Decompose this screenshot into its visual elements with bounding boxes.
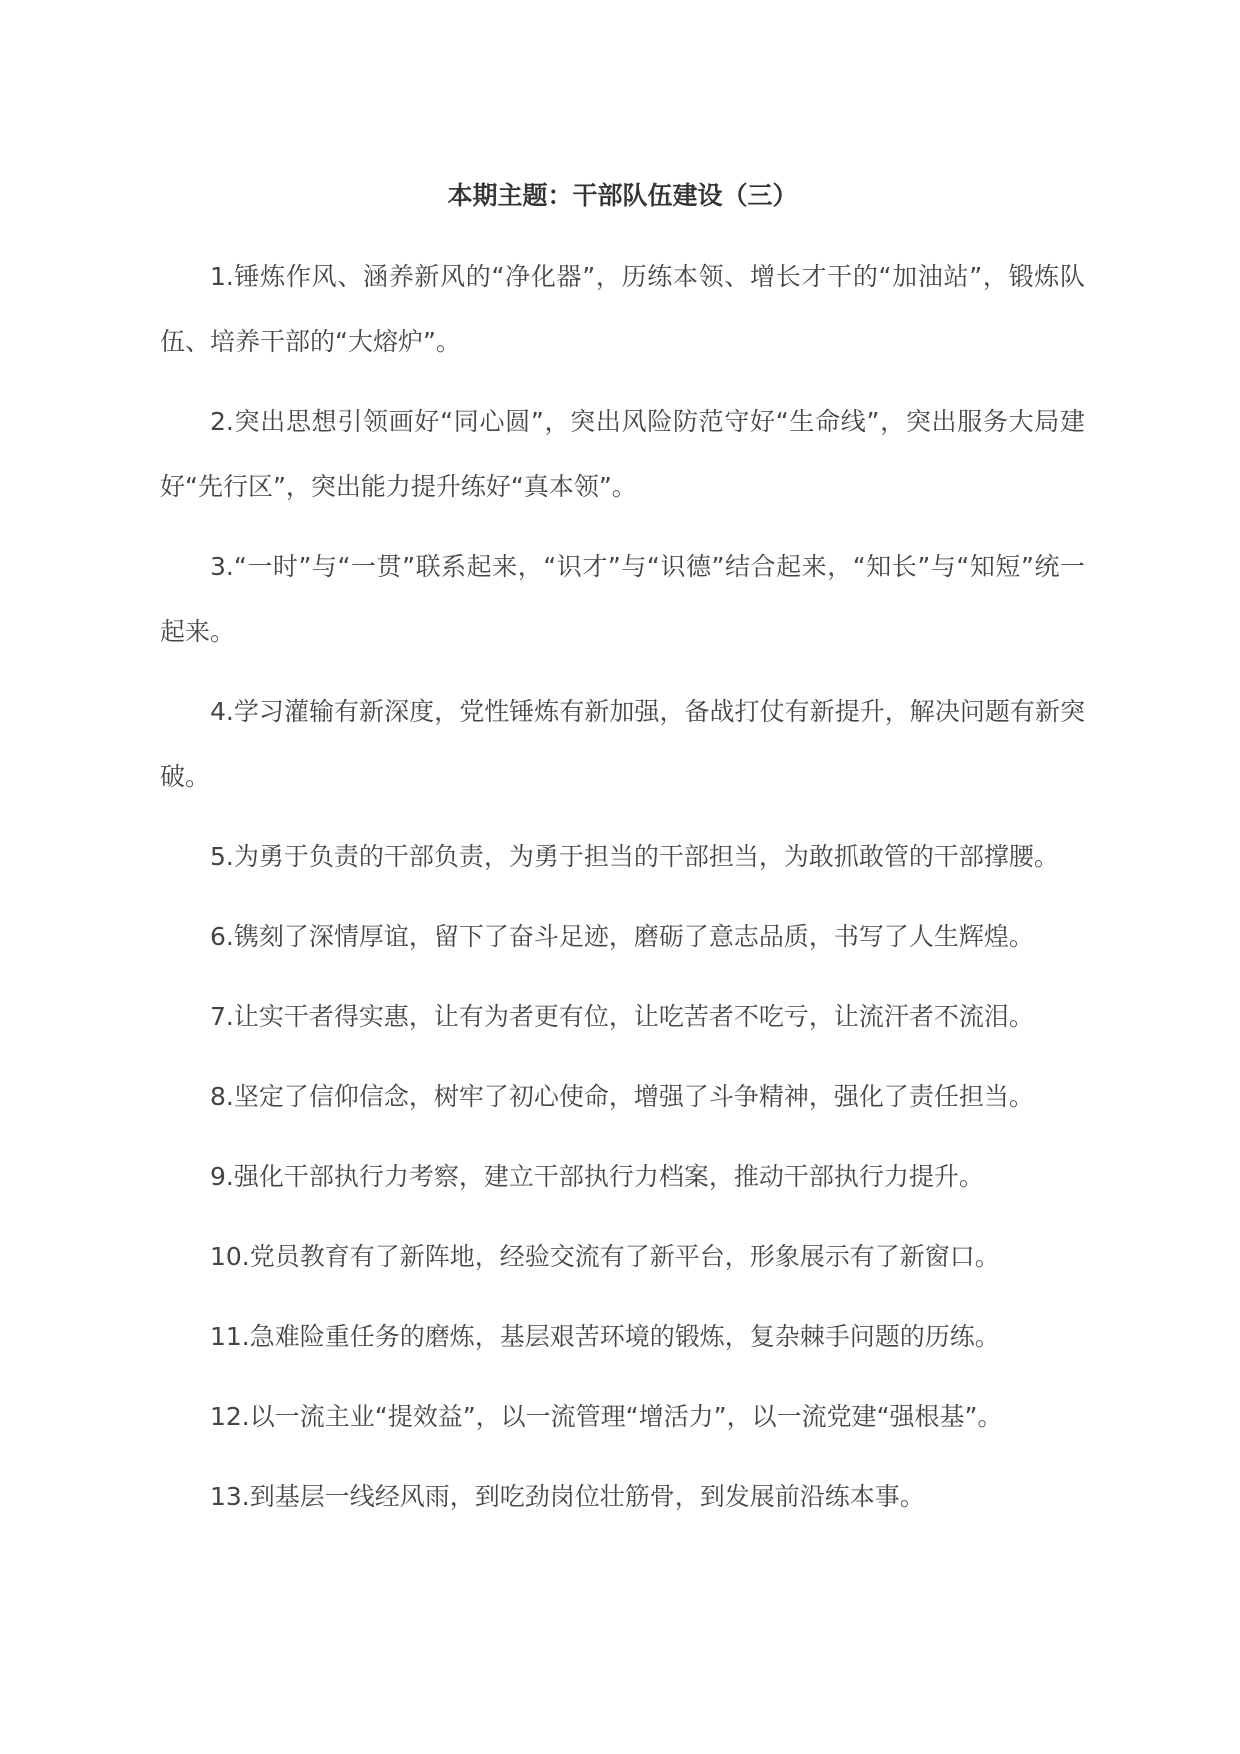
list-item: 6.镌刻了深情厚谊，留下了奋斗足迹，磨砺了意志品质，书写了人生辉煌。 [210, 922, 1034, 951]
list-item: 7.让实干者得实惠，让有为者更有位，让吃苦者不吃亏，让流汗者不流泪。 [210, 1002, 1034, 1031]
list-item: 11.急难险重任务的磨炼，基层艰苦环境的锻炼，复杂棘手问题的历练。 [210, 1322, 1000, 1351]
document-page [160, 163, 1085, 1544]
list-item: 9.强化干部执行力考察，建立干部执行力档案，推动干部执行力提升。 [210, 1162, 984, 1191]
list-item: 8.坚定了信仰信念，树牢了初心使命，增强了斗争精神，强化了责任担当。 [210, 1082, 1034, 1111]
list-item: 2.突出思想引领画好“同心圆”，突出风险防范守好“生命线”，突出服务大局建好“先行区”，突出能力提升练好“真本领”。 [160, 407, 1085, 501]
list-item: 5.为勇于负责的干部负责，为勇于担当的干部担当，为敢抓敢管的干部撑腰。 [210, 842, 1059, 871]
list-item: 3.“一时”与“一贯”联系起来，“识才”与“识德”结合起来，“知长”与“知短”统一起来。 [160, 552, 1085, 646]
list-item: 1.锤炼作风、涵养新风的“净化器”，历练本领、增长才干的“加油站”，锻炼队伍、培养干部的“大熔炉”。 [160, 262, 1085, 356]
list-item: 12.以一流主业“提效益”，以一流管理“增活力”，以一流党建“强根基”。 [210, 1402, 1003, 1431]
page-title: 本期主题：干部队伍建设（三） [447, 181, 798, 210]
list-item: 4.学习灌输有新深度，党性锤炼有新加强，备战打仗有新提升，解决问题有新突破。 [160, 697, 1085, 791]
list-item: 10.党员教育有了新阵地，经验交流有了新平台，形象展示有了新窗口。 [210, 1242, 1000, 1271]
list-item: 13.到基层一线经风雨，到吃劲岗位壮筋骨，到发展前沿练本事。 [210, 1482, 925, 1511]
